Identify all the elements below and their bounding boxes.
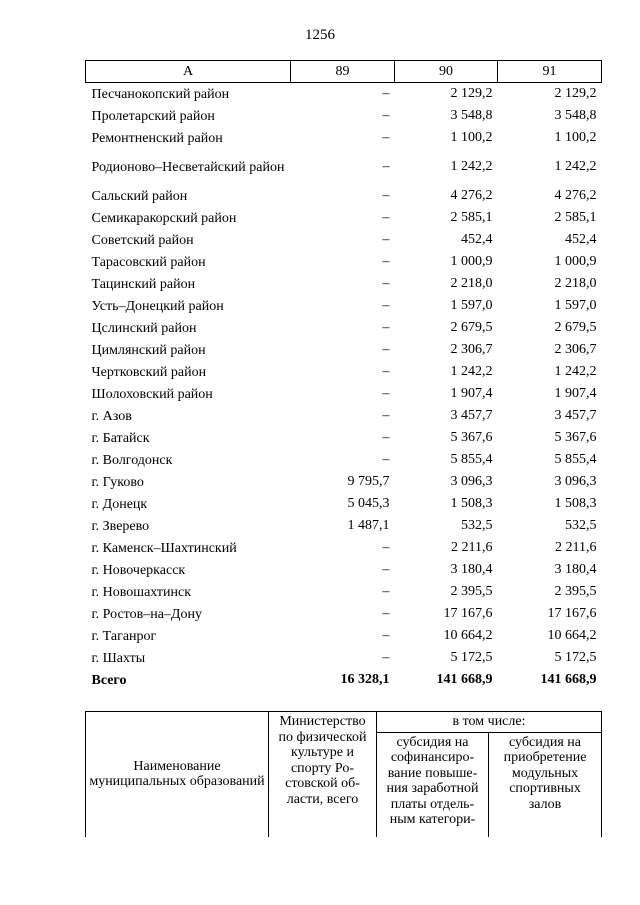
value-col-89: –	[382, 430, 390, 445]
value-col-91: 2 585,1	[554, 210, 597, 225]
municipality-name: Усть–Донецкий район	[91, 298, 224, 314]
value-col-91: 10 664,2	[547, 628, 597, 643]
value-col-89: –	[382, 628, 390, 643]
municipality-name: г. Зверево	[91, 518, 150, 534]
table-row	[86, 581, 602, 603]
municipality-name: Сальский район	[91, 188, 188, 204]
value-col-90: 1 597,0	[450, 298, 493, 313]
value-col-89: 16 328,1	[340, 672, 390, 687]
value-col-89: –	[382, 86, 390, 101]
table-row	[86, 471, 602, 493]
value-col-91: 1 597,0	[554, 298, 597, 313]
value-col-90: 2 585,1	[450, 210, 493, 225]
value-col-90: 4 276,2	[450, 188, 493, 203]
value-col-90: 1 242,2	[450, 364, 493, 379]
table-row	[86, 127, 602, 149]
table-row	[86, 449, 602, 471]
table-row	[86, 493, 602, 515]
municipality-name: г. Батайск	[91, 430, 150, 446]
value-col-90: 1 907,4	[450, 386, 493, 401]
table-row	[86, 625, 602, 647]
value-col-91: 2 218,0	[554, 276, 597, 291]
value-col-91: 17 167,6	[547, 606, 597, 621]
table-row	[86, 251, 602, 273]
table-row	[86, 537, 602, 559]
municipality-name: Тацинский район	[91, 276, 196, 292]
value-col-89: –	[382, 364, 390, 379]
subsidy-gym-header	[489, 732, 602, 837]
municipality-name: г. Волгодонск	[91, 452, 173, 468]
table-row	[86, 229, 602, 251]
value-col-89: –	[382, 320, 390, 335]
municipality-name: Ремонтненский район	[91, 130, 223, 146]
municipality-name: Цслинский район	[91, 320, 197, 336]
value-col-89: –	[382, 298, 390, 313]
value-col-91: 2 679,5	[554, 320, 597, 335]
value-col-90: 17 167,6	[443, 606, 493, 621]
value-col-89: –	[382, 650, 390, 665]
table-row	[86, 83, 602, 106]
value-col-90: 532,5	[461, 518, 493, 533]
value-col-91: 141 668,9	[540, 672, 597, 687]
subsidy-gym-text: субсидия на приобретение модульных спортивных залов	[503, 734, 587, 812]
value-col-90: 452,4	[461, 232, 493, 247]
value-col-91: 3 457,7	[554, 408, 597, 423]
value-col-90: 2 129,2	[450, 86, 493, 101]
table-row	[86, 647, 602, 669]
header-col-89: 89	[291, 61, 395, 83]
value-col-90: 1 242,2	[450, 159, 493, 174]
table-row	[86, 603, 602, 625]
header-col-a: А	[86, 61, 291, 83]
value-col-89: 5 045,3	[347, 496, 390, 511]
value-col-89: –	[382, 342, 390, 357]
header-col-90: 90	[395, 61, 498, 83]
value-col-91: 1 242,2	[554, 159, 597, 174]
value-col-89: –	[382, 159, 390, 174]
value-col-91: 5 172,5	[554, 650, 597, 665]
value-col-89: –	[382, 232, 390, 247]
value-col-90: 3 457,7	[450, 408, 493, 423]
table-row	[86, 361, 602, 383]
value-col-90: 1 508,3	[450, 496, 493, 511]
municipality-name: г. Азов	[91, 408, 132, 424]
value-col-89: –	[382, 540, 390, 555]
subsidy-salary-text: субсидия на софинансиро- вание повыше- ния заработной платы отдель- ным категори-	[386, 734, 479, 827]
value-col-91: 2 395,5	[554, 584, 597, 599]
value-col-90: 5 855,4	[450, 452, 493, 467]
header-col-91: 91	[498, 61, 602, 83]
table-row	[86, 273, 602, 295]
value-col-90: 3 096,3	[450, 474, 493, 489]
municipality-name: Советский район	[91, 232, 194, 248]
municipality-name: г. Новочеркасск	[91, 562, 186, 578]
municipality-name: Тарасовский район	[91, 254, 206, 270]
ministry-total-text: Министерство по физической культуре и спорту Ро- стовской об- ласти, всего	[278, 714, 367, 807]
municipality-name: г. Ростов–на–Дону	[91, 606, 202, 622]
value-col-91: 1 508,3	[554, 496, 597, 511]
value-col-91: 1 100,2	[554, 130, 597, 145]
value-col-91: 5 855,4	[554, 452, 597, 467]
municipality-name: г. Донецк	[91, 496, 148, 512]
table-body	[86, 83, 602, 692]
including-header: в том числе:	[377, 712, 602, 733]
value-col-89: –	[382, 276, 390, 291]
budget-table	[85, 60, 602, 691]
value-col-89: –	[382, 108, 390, 123]
value-col-89: –	[382, 188, 390, 203]
value-col-90: 2 218,0	[450, 276, 493, 291]
municipality-name: Пролетарский район	[91, 108, 215, 124]
value-col-89: –	[382, 562, 390, 577]
municipality-name: Цимлянский район	[91, 342, 206, 358]
value-col-89: –	[382, 606, 390, 621]
value-col-89: 9 795,7	[347, 474, 390, 489]
value-col-91: 532,5	[565, 518, 597, 533]
municipality-name: Семикаракорский район	[91, 210, 237, 226]
value-col-91: 5 367,6	[554, 430, 597, 445]
municipality-name: г. Шахты	[91, 650, 146, 666]
value-col-91: 2 129,2	[554, 86, 597, 101]
municipal-formations-header: Наименование муниципальных образований	[86, 712, 269, 837]
value-col-89: –	[382, 210, 390, 225]
page-number: 1256	[305, 27, 335, 43]
table-header-row	[86, 61, 602, 83]
municipality-name: Шолоховский район	[91, 386, 213, 402]
value-col-89: –	[382, 254, 390, 269]
value-col-90: 5 172,5	[450, 650, 493, 665]
value-col-91: 1 000,9	[554, 254, 597, 269]
total-row	[86, 669, 602, 691]
subsidy-header-table	[85, 711, 602, 837]
table-row	[86, 515, 602, 537]
value-col-89: –	[382, 386, 390, 401]
municipality-name: г. Гуково	[91, 474, 144, 490]
value-col-91: 1 907,4	[554, 386, 597, 401]
table-row	[86, 295, 602, 317]
table-row	[86, 149, 602, 185]
table-row	[86, 105, 602, 127]
subsidy-salary-header	[377, 732, 489, 837]
value-col-91: 2 211,6	[555, 540, 597, 555]
value-col-90: 10 664,2	[443, 628, 493, 643]
table-row	[86, 207, 602, 229]
value-col-90: 1 000,9	[450, 254, 493, 269]
table-row	[86, 427, 602, 449]
ministry-total-header	[269, 712, 377, 837]
value-col-90: 3 548,8	[450, 108, 493, 123]
municipality-name: Всего	[91, 672, 127, 688]
value-col-90: 2 679,5	[450, 320, 493, 335]
value-col-91: 2 306,7	[554, 342, 597, 357]
value-col-90: 141 668,9	[436, 672, 493, 687]
municipality-name: Родионово–Несветайский район	[91, 159, 285, 175]
value-col-90: 2 306,7	[450, 342, 493, 357]
value-col-90: 3 180,4	[450, 562, 493, 577]
value-col-90: 1 100,2	[450, 130, 493, 145]
municipality-name: г. Каменск–Шахтинский	[91, 540, 237, 556]
value-col-91: 3 180,4	[554, 562, 597, 577]
municipality-name: Чертковский район	[91, 364, 207, 380]
table-row	[86, 405, 602, 427]
municipality-name: г. Новошахтинск	[91, 584, 192, 600]
value-col-91: 1 242,2	[554, 364, 597, 379]
value-col-90: 2 211,6	[451, 540, 493, 555]
value-col-90: 2 395,5	[450, 584, 493, 599]
value-col-91: 3 096,3	[554, 474, 597, 489]
value-col-90: 5 367,6	[450, 430, 493, 445]
value-col-89: –	[382, 408, 390, 423]
table-row	[86, 317, 602, 339]
value-col-91: 3 548,8	[554, 108, 597, 123]
value-col-91: 4 276,2	[554, 188, 597, 203]
table-row	[86, 185, 602, 207]
table-row	[86, 559, 602, 581]
value-col-89: –	[382, 584, 390, 599]
value-col-89: –	[382, 130, 390, 145]
table-row	[86, 339, 602, 361]
municipality-name: Песчанокопский район	[91, 86, 230, 102]
municipality-name: г. Таганрог	[91, 628, 157, 644]
value-col-89: 1 487,1	[347, 518, 390, 533]
table-row	[86, 383, 602, 405]
value-col-89: –	[382, 452, 390, 467]
value-col-91: 452,4	[565, 232, 597, 247]
